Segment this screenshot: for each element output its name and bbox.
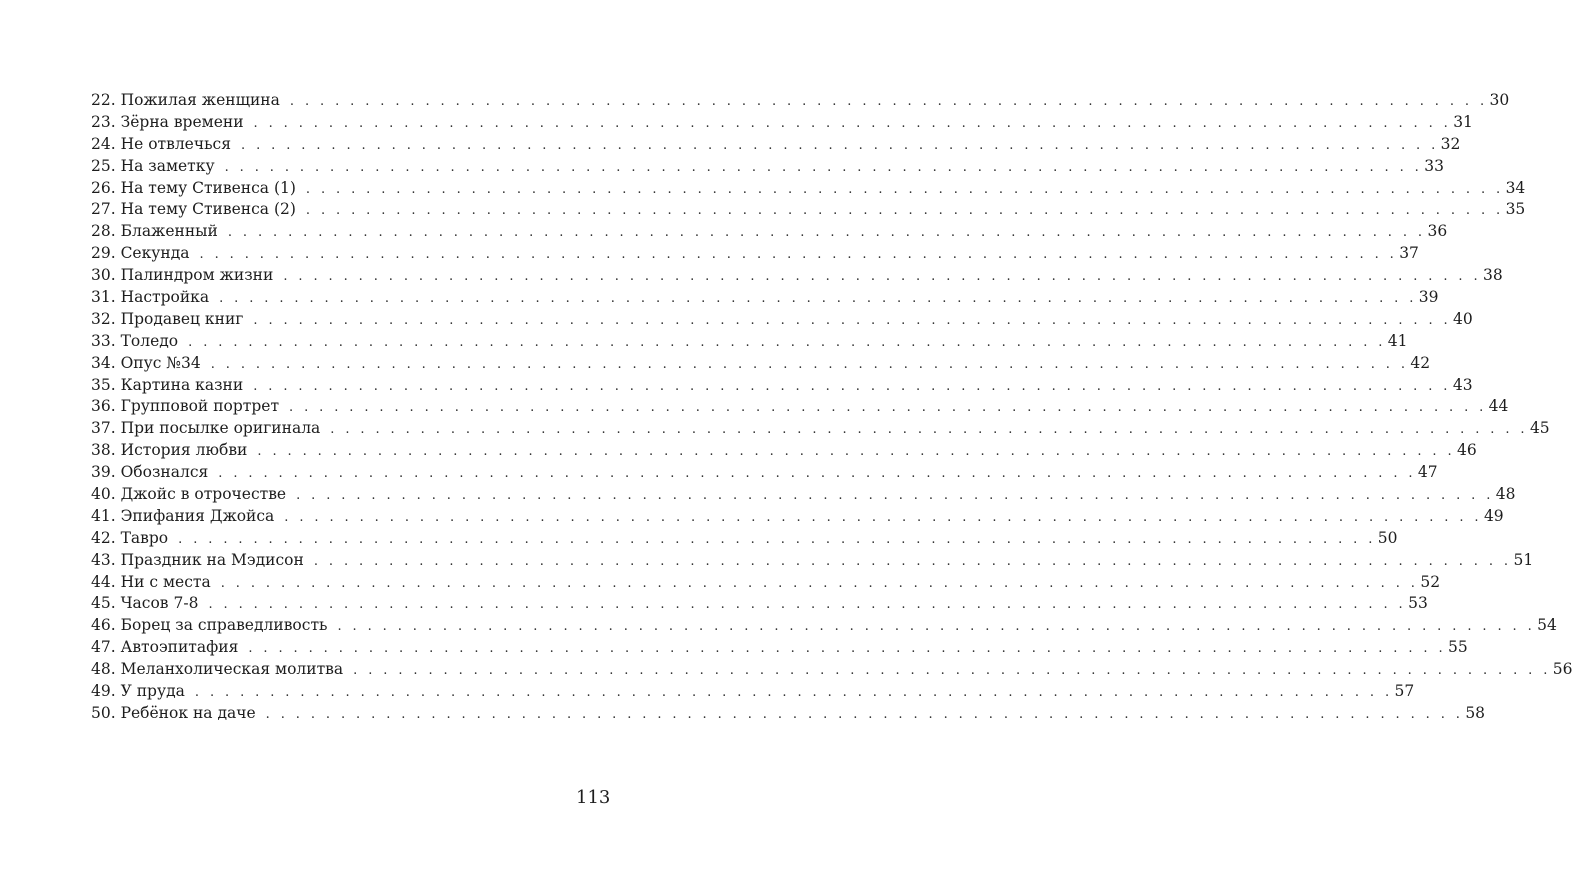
toc-entry-title: 38. История любви [91,441,248,460]
toc-entry [91,178,1526,200]
dot-leader: . . . . . . . . . . . . . . . . . . . . . . . . . . . . . . . . . . . . . . . . . . . . . . . . . . . . . . . . . . . . . . . . . . . . . . . . . . . . . . . . [210,356,1409,372]
toc-entry-page: 43 [1452,375,1473,394]
toc-entry [91,528,1398,550]
toc-entry [91,199,1526,221]
toc-entry-page: 34 [1505,178,1526,197]
table-of-contents [91,90,1573,725]
toc-entry-page: 44 [1488,397,1509,416]
toc-entry-page: 49 [1483,506,1504,525]
toc-entry-title: 26. На тему Стивенса (1) [91,178,296,197]
toc-entry-title: 48. Меланхолическая молитва [91,660,344,679]
toc-entry-page: 47 [1417,463,1438,482]
toc-entry-page: 48 [1495,485,1516,504]
dot-leader: . . . . . . . . . . . . . . . . . . . . . . . . . . . . . . . . . . . . . . . . . . . . . . . . . . . . . . . . . . . . . . . . . . . . . . . . . . . . . . . . [289,400,1487,416]
dot-leader: . . . . . . . . . . . . . . . . . . . . . . . . . . . . . . . . . . . . . . . . . . . . . . . . . . . . . . . . . . . . . . . . . . . . . . . . . . . . . . . . [178,531,1376,547]
toc-entry-page: 41 [1387,331,1408,350]
toc-entry-page: 50 [1377,528,1398,547]
toc-entry [91,243,1419,265]
toc-entry-title: 22. Пожилая женщина [91,91,280,109]
toc-entry-title: 28. Блаженный [91,222,218,241]
toc-entry-title: 47. Автоэпитафия [91,638,239,657]
toc-entry [91,681,1415,703]
page-number: 113 [576,787,611,808]
dot-leader: . . . . . . . . . . . . . . . . . . . . . . . . . . . . . . . . . . . . . . . . . . . . . . . . . . . . . . . . . . . . . . . . . . . . . . . . . . . . . . . . [227,225,1426,241]
toc-entry-title: 32. Продавец книг [91,309,244,328]
toc-entry-title: 25. На заметку [91,156,215,175]
toc-entry-title: 23. Зёрна времени [91,112,244,131]
toc-entry-page: 57 [1394,682,1415,701]
toc-entry-page: 39 [1418,288,1439,307]
toc-entry-page: 53 [1408,594,1428,613]
toc-entry-page: 56 [1552,660,1573,679]
toc-entry [91,156,1444,178]
toc-entry-page: 54 [1537,616,1557,635]
toc-entry-page: 42 [1410,353,1431,372]
toc-entry [91,703,1486,725]
toc-entry-title: 41. Эпифания Джойса [91,506,275,525]
dot-leader: . . . . . . . . . . . . . . . . . . . . . . . . . . . . . . . . . . . . . . . . . . . . . . . . . . . . . . . . . . . . . . . . . . . . . . . . . . . . . . . . [241,137,1439,153]
toc-entry-page: 55 [1448,638,1468,657]
toc-entry-page: 45 [1529,419,1550,438]
toc-entry-page: 58 [1465,703,1486,722]
toc-entry-title: 43. Праздник на Мэдисон [91,550,304,569]
toc-entry-title: 39. Обознался [91,463,209,482]
toc-entry-page: 30 [1489,91,1510,109]
dot-leader: . . . . . . . . . . . . . . . . . . . . . . . . . . . . . . . . . . . . . . . . . . . . . . . . . . . . . . . . . . . . . . . . . . . . . . . . . . . . . . . . [305,181,1504,197]
toc-entry [91,265,1503,287]
toc-entry-title: 37. При посылке оригинала [91,419,321,438]
toc-entry [91,112,1473,134]
toc-entry [91,484,1516,506]
toc-entry [91,309,1473,331]
toc-entry-page: 35 [1505,200,1526,219]
dot-leader: . . . . . . . . . . . . . . . . . . . . . . . . . . . . . . . . . . . . . . . . . . . . . . . . . . . . . . . . . . . . . . . . . . . . . . . . . . . . . . . . [284,509,1482,525]
toc-entry-title: 44. Ни с места [91,572,211,591]
toc-entry-title: 24. Не отвлечься [91,134,231,153]
toc-entry-page: 31 [1453,112,1473,131]
toc-entry-title: 30. Палиндром жизни [91,266,274,285]
toc-entry-title: 49. У пруда [91,682,185,701]
toc-entry-title: 46. Борец за справедливость [91,616,328,635]
toc-entry-title: 35. Картина казни [91,375,244,394]
dot-leader: . . . . . . . . . . . . . . . . . . . . . . . . . . . . . . . . . . . . . . . . . . . . . . . . . . . . . . . . . . . . . . . . . . . . . . . . . . . . . . . . [265,706,1464,722]
toc-entry-title: 36. Групповой портрет [91,397,280,416]
dot-leader: . . . . . . . . . . . . . . . . . . . . . . . . . . . . . . . . . . . . . . . . . . . . . . . . . . . . . . . . . . . . . . . . . . . . . . . . . . . . . . . . [337,619,1536,635]
dot-leader: . . . . . . . . . . . . . . . . . . . . . . . . . . . . . . . . . . . . . . . . . . . . . . . . . . . . . . . . . . . . . . . . . . . . . . . . . . . . . . . . [305,203,1504,219]
toc-entry [91,396,1509,418]
dot-leader: . . . . . . . . . . . . . . . . . . . . . . . . . . . . . . . . . . . . . . . . . . . . . . . . . . . . . . . . . . . . . . . . . . . . . . . . . . . . . . . . [188,334,1386,350]
toc-entry [91,572,1441,594]
toc-entry-page: 38 [1482,266,1503,285]
toc-entry [91,637,1468,659]
toc-entry [91,659,1573,681]
toc-entry-title: 42. Тавро [91,528,169,547]
toc-entry-title: 27. На тему Стивенса (2) [91,200,296,219]
dot-leader: . . . . . . . . . . . . . . . . . . . . . . . . . . . . . . . . . . . . . . . . . . . . . . . . . . . . . . . . . . . . . . . . . . . . . . . . . . . . . . . . [208,597,1407,613]
dot-leader: . . . . . . . . . . . . . . . . . . . . . . . . . . . . . . . . . . . . . . . . . . . . . . . . . . . . . . . . . . . . . . . . . . . . . . . . . . . . . . . . [253,378,1451,394]
toc-entry-page: 37 [1399,244,1419,263]
dot-leader: . . . . . . . . . . . . . . . . . . . . . . . . . . . . . . . . . . . . . . . . . . . . . . . . . . . . . . . . . . . . . . . . . . . . . . . . . . . . . . . . [257,444,1456,460]
dot-leader: . . . . . . . . . . . . . . . . . . . . . . . . . . . . . . . . . . . . . . . . . . . . . . . . . . . . . . . . . . . . . . . . . . . . . . . . . . . . . . . . [218,466,1416,482]
toc-entry [91,550,1534,572]
toc-entry [91,615,1557,637]
toc-entry-title: 40. Джойс в отрочестве [91,485,287,504]
toc-entry-title: 50. Ребёнок на даче [91,703,256,722]
toc-entry-page: 33 [1424,156,1444,175]
toc-entry-page: 52 [1420,572,1441,591]
toc-entry-page: 32 [1440,134,1461,153]
toc-entry [91,375,1473,397]
dot-leader: . . . . . . . . . . . . . . . . . . . . . . . . . . . . . . . . . . . . . . . . . . . . . . . . . . . . . . . . . . . . . . . . . . . . . . . . . . . . . . . . [194,685,1393,701]
toc-entry [91,440,1477,462]
dot-leader: . . . . . . . . . . . . . . . . . . . . . . . . . . . . . . . . . . . . . . . . . . . . . . . . . . . . . . . . . . . . . . . . . . . . . . . . . . . . . . . . [353,663,1551,679]
toc-entry [91,593,1428,615]
toc-entry [91,462,1438,484]
dot-leader: . . . . . . . . . . . . . . . . . . . . . . . . . . . . . . . . . . . . . . . . . . . . . . . . . . . . . . . . . . . . . . . . . . . . . . . . . . . . . . . . [296,488,1494,504]
toc-entry-title: 34. Опус №34 [91,353,201,372]
toc-entry [91,506,1504,528]
toc-entry [91,287,1439,309]
toc-entry-page: 40 [1453,309,1473,328]
toc-entry-page: 46 [1457,441,1477,460]
toc-entry [91,331,1408,353]
toc-entry-title: 45. Часов 7-8 [91,594,199,613]
toc-entry [91,134,1461,156]
dot-leader: . . . . . . . . . . . . . . . . . . . . . . . . . . . . . . . . . . . . . . . . . . . . . . . . . . . . . . . . . . . . . . . . . . . . . . . . . . . . . . . . [330,422,1528,438]
dot-leader: . . . . . . . . . . . . . . . . . . . . . . . . . . . . . . . . . . . . . . . . . . . . . . . . . . . . . . . . . . . . . . . . . . . . . . . . . . . . . . . . [313,553,1512,569]
toc-entry-title: 31. Настройка [91,288,210,307]
toc-entry [91,418,1550,440]
toc-entry [91,221,1448,243]
dot-leader: . . . . . . . . . . . . . . . . . . . . . . . . . . . . . . . . . . . . . . . . . . . . . . . . . . . . . . . . . . . . . . . . . . . . . . . . . . . . . . . . [253,115,1452,131]
dot-leader: . . . . . . . . . . . . . . . . . . . . . . . . . . . . . . . . . . . . . . . . . . . . . . . . . . . . . . . . . . . . . . . . . . . . . . . . . . . . . . . . [219,291,1417,307]
dot-leader: . . . . . . . . . . . . . . . . . . . . . . . . . . . . . . . . . . . . . . . . . . . . . . . . . . . . . . . . . . . . . . . . . . . . . . . . . . . . . . . . [289,94,1488,109]
toc-entry [91,90,1510,112]
toc-entry-title: 29. Секунда [91,244,190,263]
dot-leader: . . . . . . . . . . . . . . . . . . . . . . . . . . . . . . . . . . . . . . . . . . . . . . . . . . . . . . . . . . . . . . . . . . . . . . . . . . . . . . . . [224,159,1423,175]
dot-leader: . . . . . . . . . . . . . . . . . . . . . . . . . . . . . . . . . . . . . . . . . . . . . . . . . . . . . . . . . . . . . . . . . . . . . . . . . . . . . . . . [220,575,1419,591]
dot-leader: . . . . . . . . . . . . . . . . . . . . . . . . . . . . . . . . . . . . . . . . . . . . . . . . . . . . . . . . . . . . . . . . . . . . . . . . . . . . . . . . [283,269,1481,285]
dot-leader: . . . . . . . . . . . . . . . . . . . . . . . . . . . . . . . . . . . . . . . . . . . . . . . . . . . . . . . . . . . . . . . . . . . . . . . . . . . . . . . . [248,641,1446,657]
toc-entry [91,353,1431,375]
toc-entry-title: 33. Толедо [91,331,179,350]
dot-leader: . . . . . . . . . . . . . . . . . . . . . . . . . . . . . . . . . . . . . . . . . . . . . . . . . . . . . . . . . . . . . . . . . . . . . . . . . . . . . . . . [253,312,1452,328]
dot-leader: . . . . . . . . . . . . . . . . . . . . . . . . . . . . . . . . . . . . . . . . . . . . . . . . . . . . . . . . . . . . . . . . . . . . . . . . . . . . . . . . [199,247,1398,263]
toc-entry-page: 51 [1513,550,1534,569]
toc-entry-page: 36 [1427,222,1448,241]
